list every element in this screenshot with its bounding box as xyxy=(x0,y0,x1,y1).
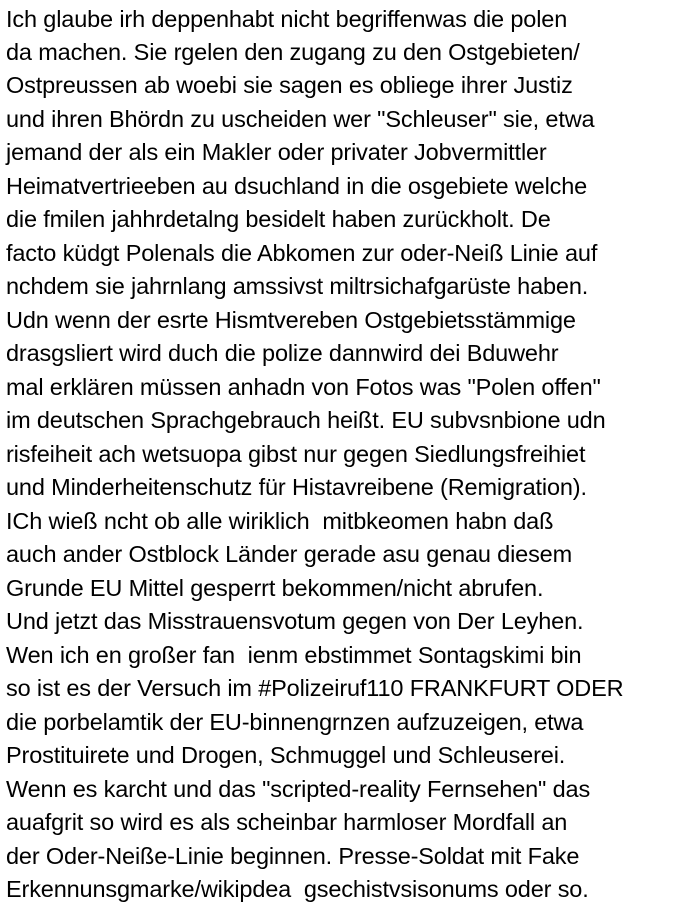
text-line: Erkennunsgmarke/wikipdea gsechistvsisonums oder so. xyxy=(6,876,589,902)
text-line: Ich glaube irh deppenhabt nicht begriffenwas die polen xyxy=(6,6,568,32)
text-line: nchdem sie jahrnlang amssivst miltrsichafgarüste haben. xyxy=(6,273,589,299)
text-line: jemand der als ein Makler oder privater Jobvermittler xyxy=(6,139,547,165)
text-line: Heimatvertrieeben au dsuchland in die osgebiete welche xyxy=(6,173,588,199)
text-line: Grunde EU Mittel gesperrt bekommen/nicht abrufen. xyxy=(6,575,544,601)
text-line: die porbelamtik der EU-binnengrnzen aufzuzeigen, etwa xyxy=(6,709,584,735)
text-line: Und jetzt das Misstrauensvotum gegen von Der Leyhen. xyxy=(6,608,584,634)
text-line: ICh wieß ncht ob alle wiriklich mitbkeomen habn daß xyxy=(6,508,554,534)
text-line: Wen ich en großer fan ienm ebstimmet Sontagskimi bin xyxy=(6,642,582,668)
text-line: und Minderheitenschutz für Histavreibene (Remigration). xyxy=(6,474,587,500)
text-line: mal erklären müssen anhadn von Fotos was "Polen offen" xyxy=(6,374,601,400)
text-line: Udn wenn der esrte Hismtvereben Ostgebietsstämmige xyxy=(6,307,576,333)
text-line: auafgrit so wird es als scheinbar harmloser Mordfall an xyxy=(6,809,568,835)
text-line: so ist es der Versuch im #Polizeiruf110 FRANKFURT ODER xyxy=(6,675,624,701)
text-line: Wenn es karcht und das "scripted-reality Fernsehen" das xyxy=(6,776,591,802)
text-line: auch ander Ostblock Länder gerade asu genau diesem xyxy=(6,541,573,567)
text-line: Prostituirete und Drogen, Schmuggel und Schleuserei. xyxy=(6,742,566,768)
text-line: drasgsliert wird duch die polize dannwird dei Bduwehr xyxy=(6,340,559,366)
text-line: risfeiheit ach wetsuopa gibst nur gegen Siedlungsfreihiet xyxy=(6,441,586,467)
text-line: Ostpreussen ab woebi sie sagen es obliege ihrer Justiz xyxy=(6,72,573,98)
text-line: im deutschen Sprachgebrauch heißt. EU subvsnbione udn xyxy=(6,407,606,433)
text-line: und ihren Bhördn zu uscheiden wer "Schleuser" sie, etwa xyxy=(6,106,595,132)
text-line: facto küdgt Polenals die Abkomen zur oder-Neiß Linie auf xyxy=(6,240,598,266)
text-line: der Oder-Neiße-Linie beginnen. Presse-Soldat mit Fake xyxy=(6,843,580,869)
text-line: da machen. Sie rgelen den zugang zu den Ostgebieten/ xyxy=(6,39,580,65)
text-line: die fmilen jahhrdetalng besidelt haben zurückholt. De xyxy=(6,206,551,232)
